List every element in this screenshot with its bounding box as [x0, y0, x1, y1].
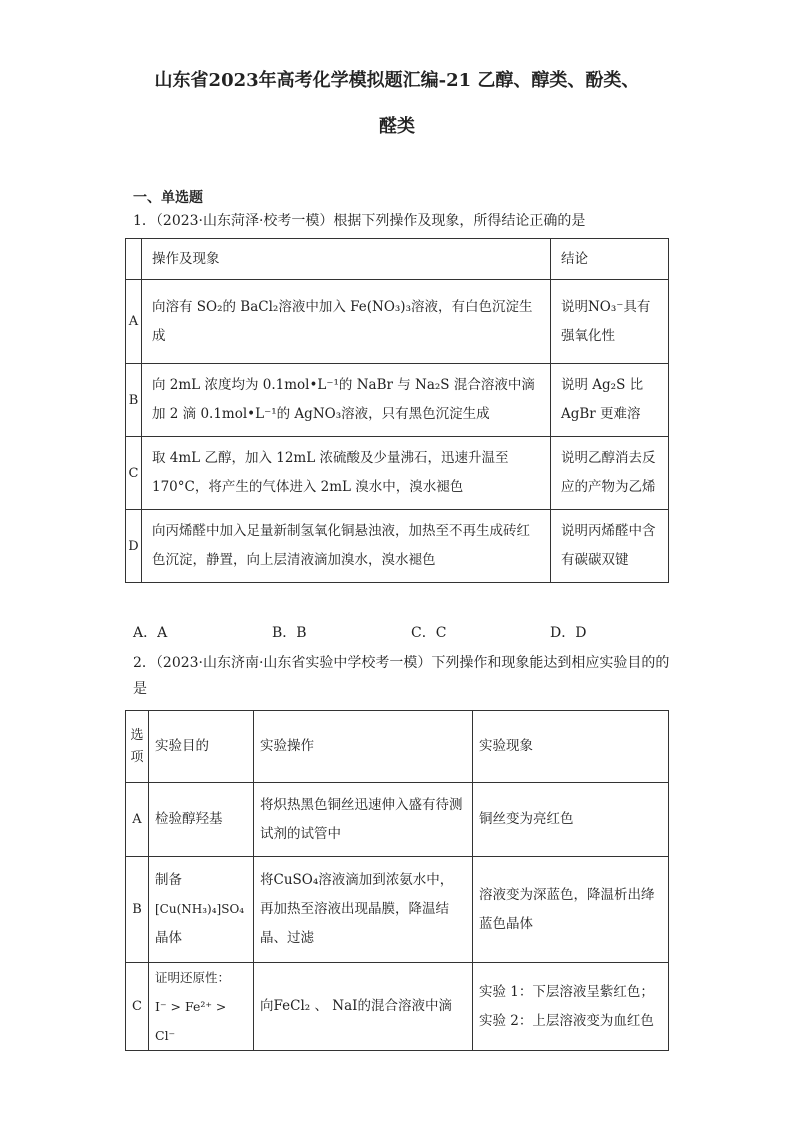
table-row — [126, 239, 669, 280]
option-a[interactable]: A．A — [133, 625, 168, 641]
row-purpose — [149, 857, 254, 963]
question-1-options — [133, 622, 689, 642]
table-row — [126, 857, 669, 963]
section-heading: 一、单选题 — [133, 190, 203, 206]
row-label: C — [126, 437, 142, 510]
table-row — [126, 364, 669, 437]
table-row — [126, 437, 669, 510]
header-operation: 实验操作 — [254, 711, 473, 783]
row-operation: 向丙烯醛中加入足量新制氢氧化铜悬浊液，加热至不再生成砖红色沉淀，静置，向上层清液滴加溴水，溴水褪色 — [142, 510, 551, 583]
question-1-table — [125, 238, 669, 583]
purpose-formula: [Cu(NH₃)₄]SO₄ — [155, 902, 245, 916]
row-operation: 向溶有 SO₂的 BaCl₂溶液中加入 Fe(NO₃)₃溶液，有白色沉淀生成 — [142, 280, 551, 364]
question-2-stem-line-2: 是 — [133, 681, 147, 697]
table-row — [126, 783, 669, 857]
row-label: D — [126, 510, 142, 583]
row-phenomenon: 铜丝变为亮红色 — [473, 783, 669, 857]
title-line-2: 醛类 — [379, 116, 415, 137]
row-label: A — [126, 280, 142, 364]
page-title — [60, 58, 734, 150]
row-purpose — [149, 963, 254, 1051]
row-label: C — [126, 963, 149, 1051]
header-purpose: 实验目的 — [149, 711, 254, 783]
question-2-stem — [133, 650, 669, 702]
table-row — [126, 510, 669, 583]
row-operation: 将炽热黑色铜丝迅速伸入盛有待测试剂的试管中 — [254, 783, 473, 857]
row-label: B — [126, 857, 149, 963]
row-label: B — [126, 364, 142, 437]
row-label: A — [126, 783, 149, 857]
row-phenomenon: 溶液变为深蓝色，降温析出绛蓝色晶体 — [473, 857, 669, 963]
title-line-1: 山东省2023年高考化学模拟题汇编-21 乙醇、醇类、酚类、 — [154, 70, 640, 91]
row-purpose: 检验醇羟基 — [149, 783, 254, 857]
row-conclusion: 说明 Ag₂S 比 AgBr 更难溶 — [551, 364, 669, 437]
header-phenomenon: 实验现象 — [473, 711, 669, 783]
row-operation: 取 4mL 乙醇，加入 12mL 浓硫酸及少量沸石，迅速升温至 170°C，将产生的气体进入 2mL 溴水中，溴水褪色 — [142, 437, 551, 510]
purpose-line: 晶体 — [155, 930, 182, 946]
row-operation: 向 2mL 浓度均为 0.1mol•L⁻¹的 NaBr 与 Na₂S 混合溶液中滴加 2 滴 0.1mol•L⁻¹的 AgNO₃溶液，只有黑色沉淀生成 — [142, 364, 551, 437]
row-conclusion: 说明NO₃⁻具有强氧化性 — [551, 280, 669, 364]
option-d[interactable]: D．D — [550, 625, 587, 641]
header-conclusion: 结论 — [551, 239, 669, 280]
header-label: 选项 — [126, 711, 149, 783]
option-c[interactable]: C．C — [411, 625, 447, 641]
header-operation: 操作及现象 — [142, 239, 551, 280]
question-2-stem-line-1: 2．（2023·山东济南·山东省实验中学校考一模）下列操作和现象能达到相应实验目的的 — [133, 655, 670, 671]
purpose-line: I⁻ > Fe²⁺ > Cl⁻ — [155, 999, 227, 1043]
row-phenomenon: 实验 1：下层溶液呈紫红色；实验 2：上层溶液变为血红色 — [473, 963, 669, 1051]
table-row — [126, 280, 669, 364]
question-2-table — [125, 710, 669, 1051]
purpose-line: 制备 — [155, 872, 182, 888]
row-operation: 将CuSO₄溶液滴加到浓氨水中，再加热至溶液出现晶膜，降温结晶、过滤 — [254, 857, 473, 963]
table-row — [126, 963, 669, 1051]
question-1-stem: 1．（2023·山东菏泽·校考一模）根据下列操作及现象，所得结论正确的是 — [133, 213, 586, 229]
row-conclusion: 说明乙醇消去反应的产物为乙烯 — [551, 437, 669, 510]
row-operation: 向FeCl₂ 、 NaI的混合溶液中滴 — [254, 963, 473, 1051]
table-row — [126, 711, 669, 783]
row-conclusion: 说明丙烯醛中含有碳碳双键 — [551, 510, 669, 583]
purpose-line: 证明还原性： — [155, 970, 231, 985]
option-b[interactable]: B．B — [272, 625, 307, 641]
